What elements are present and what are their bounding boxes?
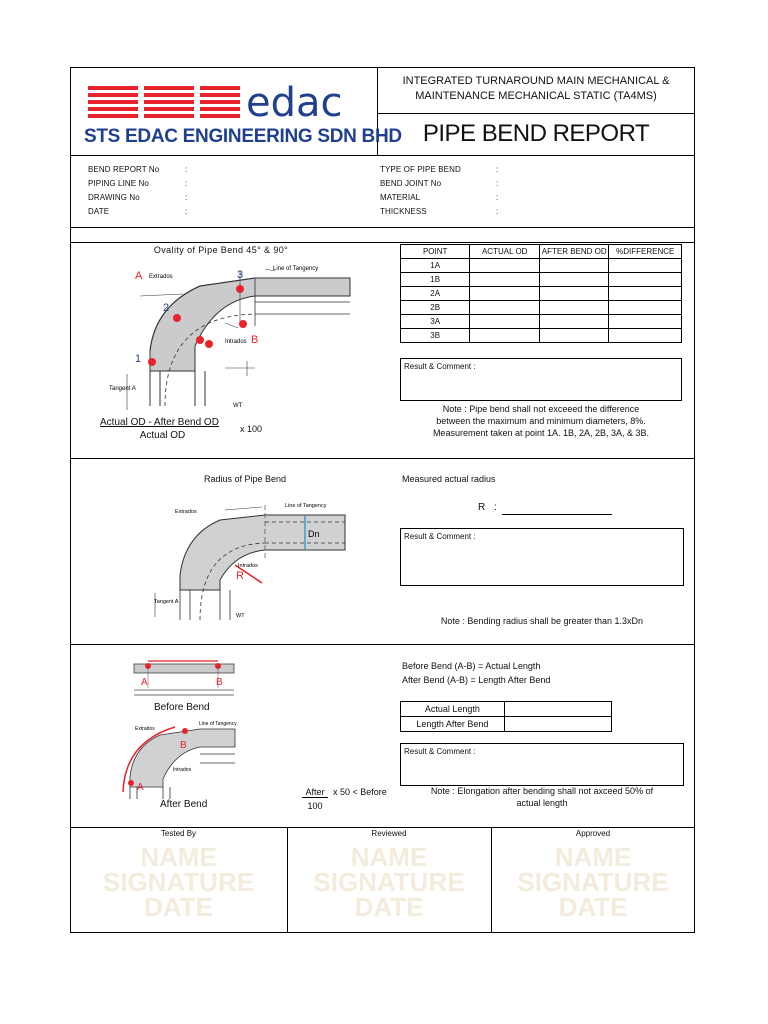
svg-text:Extrados: Extrados [135, 726, 155, 732]
ovality-note-line2: between the maximum and minimum diameters, 8%. [436, 416, 646, 426]
radius-r-label: R [478, 502, 486, 513]
before-bend-diagram [130, 658, 240, 700]
svg-text:WT: WT [236, 613, 245, 619]
info-colon: : [185, 207, 188, 216]
radius-diagram [150, 495, 360, 625]
signoff-label: Tested By [160, 829, 197, 838]
info-label: PIPING LINE No [88, 179, 149, 188]
actual-od-cell[interactable] [470, 329, 540, 343]
elongation-result-box[interactable] [400, 743, 684, 786]
svg-text:edac: edac [246, 80, 343, 126]
svg-text:Tangent A: Tangent A [154, 599, 179, 605]
svg-text:A: A [141, 677, 148, 688]
elongation-note-line1: Note : Elongation after bending shall not axceed 50% of [430, 786, 654, 796]
after-bend-od-cell[interactable] [540, 273, 609, 287]
difference-cell[interactable] [609, 259, 682, 273]
elongation-note-line2: actual length [516, 798, 568, 808]
actual-od-cell[interactable] [470, 273, 540, 287]
table-row [401, 287, 682, 301]
watermark-line: SIGNATURE [313, 867, 465, 897]
svg-text:B: B [251, 334, 259, 346]
info-label: THICKNESS [380, 207, 427, 216]
ovality-diagram [105, 256, 365, 416]
info-colon: : [496, 165, 499, 174]
elongation-formula-rest: x 50 < Before [333, 787, 387, 797]
ovality-table [400, 244, 682, 343]
info-colon: : [185, 193, 188, 202]
watermark-line: DATE [558, 892, 628, 922]
watermark-line: SIGNATURE [102, 867, 255, 897]
table-header: AFTER BEND OD [540, 245, 609, 259]
ovality-formula-numerator: Actual OD - After Bend OD [100, 417, 219, 428]
point-cell: 1A [401, 259, 470, 273]
signature-watermark[interactable] [491, 842, 695, 922]
value-cell[interactable] [504, 702, 611, 717]
signature-watermark[interactable] [287, 842, 491, 922]
after-bend-od-cell[interactable] [540, 301, 609, 315]
divider [70, 242, 695, 243]
svg-text:2: 2 [163, 302, 170, 314]
ovality-result-box[interactable] [400, 358, 682, 401]
info-label: MATERIAL [380, 193, 421, 202]
info-label: DATE [88, 207, 110, 216]
table-row [401, 329, 682, 343]
ovality-note-line3: Measurement taken at point 1A. 1B, 2A, 2B, 3A, & 3B. [432, 428, 650, 438]
info-label: TYPE OF PIPE BEND [380, 165, 461, 174]
elongation-formula-den: 100 [307, 801, 323, 811]
ovality-formula-multiplier: x 100 [240, 424, 263, 434]
difference-cell[interactable] [609, 273, 682, 287]
after-bend-od-cell[interactable] [540, 287, 609, 301]
svg-text:Intrados: Intrados [173, 767, 192, 773]
elongation-table [400, 701, 612, 732]
actual-od-cell[interactable] [470, 301, 540, 315]
info-colon: : [185, 179, 188, 188]
table-row [401, 273, 682, 287]
report-title: PIPE BEND REPORT [422, 120, 650, 147]
svg-text:R: R [236, 570, 244, 582]
svg-text:Line of Tangency: Line of Tangency [285, 503, 327, 509]
watermark-line: SIGNATURE [517, 867, 669, 897]
result-label: Result & Comment : [404, 532, 476, 541]
company-logo [84, 76, 402, 150]
ovality-note-line1: Note : Pipe bend shall not exceeed the difference [442, 404, 640, 414]
divider [70, 644, 695, 645]
table-row [401, 315, 682, 329]
result-label: Result & Comment : [404, 747, 476, 756]
table-row [401, 717, 612, 732]
svg-text:Dn: Dn [308, 529, 320, 539]
signature-watermark[interactable] [70, 842, 287, 922]
info-colon: : [496, 207, 499, 216]
watermark-line: NAME [554, 842, 632, 872]
watermark-line: NAME [140, 842, 217, 872]
table-row [401, 702, 612, 717]
before-bend-label: Before Bend [154, 702, 210, 713]
info-colon: : [496, 193, 499, 202]
svg-text:A: A [137, 782, 144, 793]
elongation-formula-after: After [302, 787, 328, 798]
info-colon: : [496, 179, 499, 188]
radius-result-box[interactable] [400, 528, 684, 586]
radius-note: Note : Bending radius shall be greater than 1.3xDn [440, 616, 644, 626]
info-colon: : [185, 165, 188, 174]
divider [70, 155, 695, 156]
watermark-line: DATE [354, 892, 424, 922]
point-cell: 1B [401, 273, 470, 287]
ovality-title: Ovality of Pipe Bend 45° & 90° [153, 245, 289, 255]
divider [70, 827, 695, 828]
row-label: Length After Bend [401, 717, 505, 732]
project-title-line1: INTEGRATED TURNAROUND MAIN MECHANICAL & [402, 75, 670, 87]
company-name: STS EDAC ENGINEERING SDN BHD [84, 126, 402, 147]
actual-od-cell[interactable] [470, 315, 540, 329]
radius-title: Radius of Pipe Bend [203, 474, 287, 484]
after-bend-od-cell[interactable] [540, 259, 609, 273]
after-bend-od-cell[interactable] [540, 315, 609, 329]
svg-text:Line of Tangency: Line of Tangency [273, 266, 319, 272]
project-title-line2: MAINTENANCE MECHANICAL STATIC (TA4MS) [415, 90, 657, 102]
ovality-formula-denominator: Actual OD [139, 430, 186, 441]
info-label: BEND REPORT No [88, 165, 160, 174]
result-label: Result & Comment : [404, 362, 476, 371]
point-cell: 3B [401, 329, 470, 343]
difference-cell[interactable] [609, 315, 682, 329]
divider [377, 113, 695, 114]
svg-text:Intrados: Intrados [238, 563, 258, 569]
actual-od-cell[interactable] [470, 287, 540, 301]
watermark-line: DATE [144, 892, 213, 922]
info-label: DRAWING No [88, 193, 140, 202]
point-cell: 3A [401, 315, 470, 329]
radius-measured-label: Measured actual radius [402, 474, 496, 484]
value-cell[interactable] [504, 717, 611, 732]
svg-text:WT: WT [233, 403, 243, 409]
svg-text:Extrados: Extrados [175, 509, 197, 515]
table-header: POINT [401, 245, 470, 259]
elongation-eq2: After Bend (A-B) = Length After Bend [402, 675, 551, 685]
table-header: ACTUAL OD [470, 245, 540, 259]
svg-text:Extrados: Extrados [149, 274, 173, 280]
svg-text:1: 1 [135, 353, 142, 365]
radius-r-colon: : [494, 502, 497, 513]
elongation-eq1: Before Bend (A-B) = Actual Length [402, 661, 541, 671]
difference-cell[interactable] [609, 301, 682, 315]
info-label: BEND JOINT No [380, 179, 442, 188]
svg-text:Tangent A: Tangent A [109, 386, 136, 392]
table-header: %DIFFERENCE [609, 245, 682, 259]
watermark-line: NAME [350, 842, 428, 872]
svg-text:B: B [216, 677, 223, 688]
after-bend-diagram [115, 717, 240, 800]
divider [70, 227, 695, 228]
actual-od-cell[interactable] [470, 259, 540, 273]
svg-text:B: B [180, 740, 187, 751]
svg-text:Line of Tangency: Line of Tangency [199, 721, 237, 727]
table-row [401, 259, 682, 273]
svg-text:3: 3 [237, 269, 244, 281]
after-bend-od-cell[interactable] [540, 329, 609, 343]
point-cell: 2B [401, 301, 470, 315]
point-cell: 2A [401, 287, 470, 301]
row-label: Actual Length [401, 702, 505, 717]
radius-r-input[interactable] [502, 513, 612, 515]
difference-cell[interactable] [609, 329, 682, 343]
divider [70, 458, 695, 459]
signoff-label: Reviewed [371, 829, 407, 838]
svg-text:A: A [135, 270, 143, 282]
signoff-label: Approved [575, 829, 611, 838]
difference-cell[interactable] [609, 287, 682, 301]
svg-text:Intrados: Intrados [225, 339, 247, 345]
after-bend-label: After Bend [160, 799, 208, 810]
table-row [401, 301, 682, 315]
